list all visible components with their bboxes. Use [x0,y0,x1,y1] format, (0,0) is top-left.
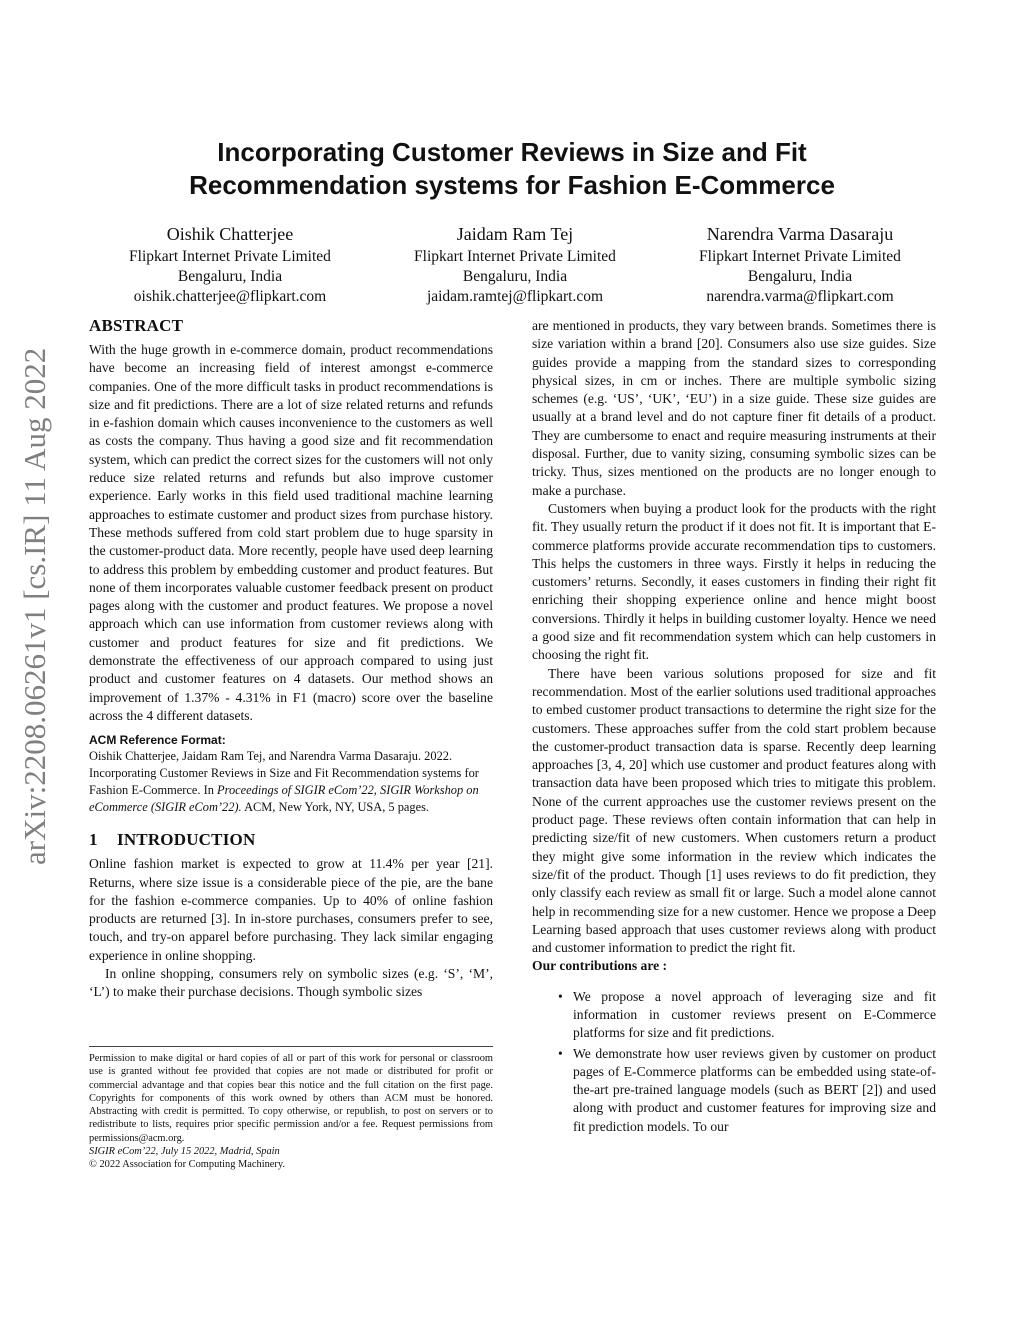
bullet-icon: • [558,1045,563,1061]
acm-reference-tail: ACM, New York, NY, USA, 5 pages. [241,800,430,815]
contributions-colon: : [659,958,668,974]
author-3 [660,222,940,307]
author-location: Bengaluru, India [462,268,568,285]
abstract-text: With the huge growth in e-commerce domain, product recommendations have become an increasing field of interest amongst e-commerce companies. One of the more difficult tasks in product recommendations is size and fit predictions. There are a lot of size related returns and refunds in e-fashion domain which causes inconvenience to the customers as well as costs the company. Thus having a good size and fit recommendation system, which can predict the correct sizes for the customers will not only reduce size related returns and refunds but also improve customer experience. Early works in this field used traditional machine learning approaches to estimate customer and product sizes from purchase history. These methods suffered from cold start problem due to huge sparsity in the customer-product data. More recently, people have used deep learning to address this problem by embedding customer and product features. But none of them incorporates valuable customer feedback present on product pages along with the customer and product features. We propose a novel approach which can use information from customer reviews along with customer and product features for size and fit predictions. We demonstrate the effectiveness of our approach compared to using just product and customer features on 4 datasets. Our method shows an improvement of 1.37% - 4.31% in F1 (macro) score over the baseline across the 4 different datasets. [89,342,493,723]
contributions-label-text: Our contributions are [532,958,660,974]
conference-info: SIGIR eCom’22, July 15 2022, Madrid, Spain [89,1146,280,1158]
author-location: Bengaluru, India [747,268,853,285]
copyright-notice: © 2022 Association for Computing Machinery. [89,1159,285,1171]
author-block [90,222,940,307]
title-line-1: Incorporating Customer Reviews in Size and Fit [217,137,807,167]
acm-reference-proceedings: Proceedings of SIGIR eCom’22, SIGIR Workshop on eCommerce (SIGIR eCom’22). [89,783,479,815]
author-email[interactable]: jaidam.ramtej@flipkart.com [426,288,604,305]
contributions-label [532,957,936,975]
author-email[interactable]: oishik.chatterjee@flipkart.com [133,288,327,305]
list-item-text: We demonstrate how user reviews given by customer on product pages of E-Commerce platforms can be embedded using state-of-the-art pre-trained language models (such as BERT [2]) and used along with product and customer features for improving size and fit prediction models. To our [573,1045,936,1134]
right-paragraph-3: There have been various solutions proposed for size and fit recommendation. Most of the earlier solutions used traditional approaches to embed customer product transactions to determine the right size for the customers. These approaches suffer from the cold start problem because the customer-product transaction data is sparse. Recently deep learning approaches [3, 4, 20] which use customer and product features along with transaction data have been proposed which tries to mitigate this problem. None of the current approaches use the customer reviews present on the product page. These reviews often contain information that can help in predicting size/fit of new customers. When customers return a product they might give some information in the review which indicates the size/fit of the product. Though [1] uses reviews to do fit prediction, they only classify each review as small fit or large. Such a model alone cannot help in recommending size for a new customer. Hence we propose a Deep Learning based approach that uses customer reviews along with product and customer information to predict the right fit. [532,665,936,956]
author-affiliation: Flipkart Internet Private Limited [129,248,331,265]
section-number: 1 [89,830,98,850]
arxiv-identifier: arXiv:2208.06261v1 [cs.IR] 11 Aug 2022 [17,347,52,865]
acm-reference-text [89,748,493,816]
right-paragraph-1: are mentioned in products, they vary between brands. Sometimes there is size variation within a brand [20]. Consumers also use size guides. Size guides provide a mapping from the standard sizes to corresponding physical sizes, in cm or inches. There are multiple symbolic sizing schemes (e.g. ‘US’, ‘UK’, ‘EU’) in a size guide. These size guides are usually at a brand level and do not capture finer fit details of a product. They are cumbersome to enact and require measuring instruments at their disposal. Further, due to vanity sizing, consuming symbolic sizes can be tricky. Thus, sizes mentioned on the products are no longer enough to make a purchase. [532,318,936,498]
left-column [89,315,493,1002]
acm-reference-plain: Oishik Chatterjee, Jaidam Ram Tej, and Narendra Varma Dasaraju. 2022. Incorporating Customer Reviews in Size and Fit Recommendation systems for Fashion E-Commerce. In [89,749,479,798]
contributions-list [532,988,936,1136]
author-2 [375,222,655,307]
list-item [532,1045,936,1136]
right-column [532,317,936,1138]
intro-paragraph-2: In online shopping, consumers rely on symbolic sizes (e.g. ‘S’, ‘M’, ‘L’) to make their purchase decisions. Though symbolic sizes [89,966,493,1000]
author-name: Oishik Chatterjee [166,224,294,244]
list-item [532,988,936,1043]
permission-footnote [89,1046,493,1172]
intro-paragraph-1: Online fashion market is expected to grow at 11.4% per year [21]. Returns, where size issue is a considerable piece of the pie, are the bane for the fashion e-commerce companies. Up to 40% of online fashion products are returned [3]. In in-store purchases, consumers prefer to see, touch, and try-on apparel before purchasing. They lack similar engaging experience in online shopping. [89,856,493,963]
abstract-heading: ABSTRACT [89,316,184,335]
right-paragraph-2: Customers when buying a product look for the products with the right fit. They usually return the product if it does not fit. It is important that E-commerce platforms provide accurate recommendation tips to customers. This helps the customers in three ways. Firstly it helps in reducing the customers’ returns. Secondly, it eases customers in finding their right fit enriching their shopping experience online and hence might boost conversions. Thirdly it helps in building customer loyalty. Hence we need a good size and fit recommendation system which can help customers in choosing the right fit. [532,500,936,663]
author-location: Bengaluru, India [177,268,283,285]
author-affiliation: Flipkart Internet Private Limited [699,248,901,265]
title-line-2: Recommendation systems for Fashion E-Commerce [189,170,835,200]
introduction-heading [89,829,493,851]
author-name: Narendra Varma Dasaraju [706,224,894,244]
author-name: Jaidam Ram Tej [456,224,574,244]
bullet-icon: • [558,988,563,1004]
list-item-text: We propose a novel approach of leveraging size and fit information in customer reviews present on E-Commerce platforms for size and fit predictions. [573,988,936,1041]
section-title: INTRODUCTION [117,830,256,850]
paper-title [90,136,934,202]
author-affiliation: Flipkart Internet Private Limited [414,248,616,265]
author-1 [90,222,370,307]
permission-text: Permission to make digital or hard copies of all or part of this work for personal or classroom use is granted without fee provided that copies are not made or distributed for profit or commercial advantage and that copies bear this notice and the full citation on the first page. Copyrights for components of this work owned by others than ACM must be honored. Abstracting with credit is permitted. To copy otherwise, or republish, to post on servers or to redistribute to lists, requires prior specific permission and/or a fee. Request permissions from permissions@acm.org. [89,1053,493,1144]
acm-reference-label: ACM Reference Format: [89,733,226,748]
author-email[interactable]: narendra.varma@flipkart.com [706,288,894,305]
